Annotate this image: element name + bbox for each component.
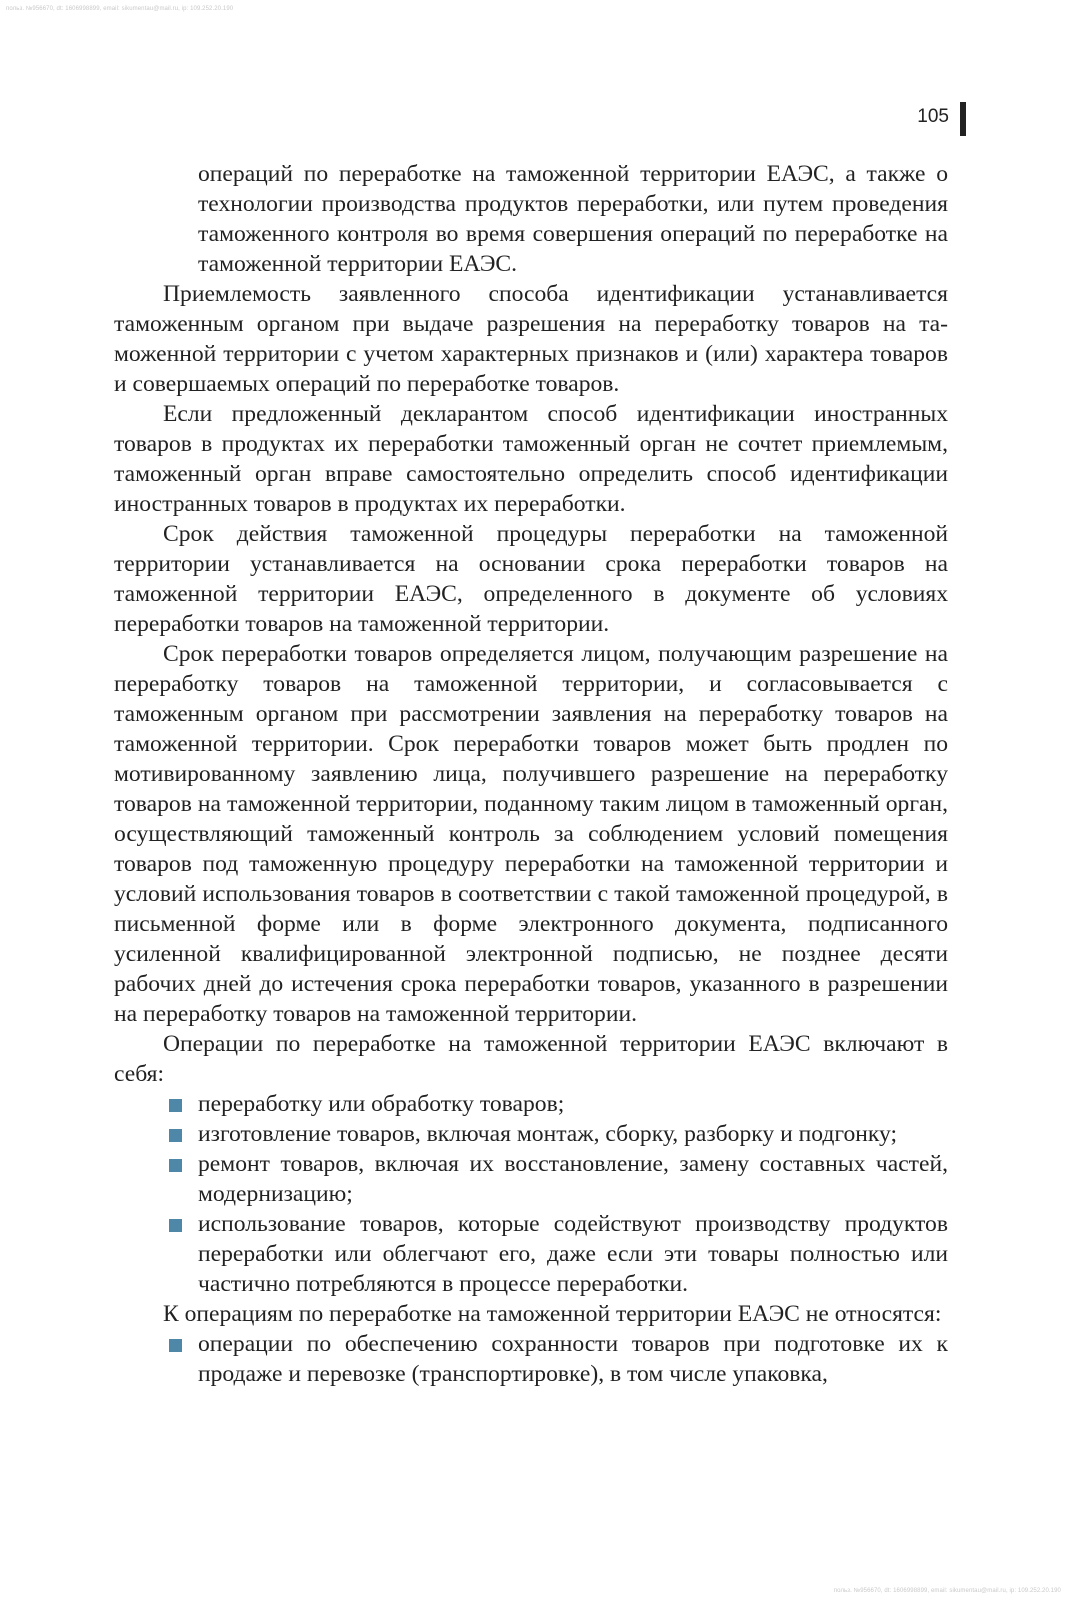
list-item-text: изготовление товаров, включая монтаж, сборку, разборку и подгонку; xyxy=(198,1121,898,1147)
paragraph-processing-term: Срок переработки товаров определяется лицом, получающим разрешение на переработку товаров на таможенной территории, и согласовывается с таможенным органом при рассмотрении заявления на переработку товаров на таможенной территории. Срок переработки товаров может быть продлен по мотивированному заявлению лица, получившего разрешение на переработку товаров на таможенной территории, поданному таким лицом в таможенный орган, осуществляющий таможенный контроль за соблюдением условий помещения товаров под таможенную процедуру переработки на таможенной территории и условий использования товаров в соответствии с такой таможенной процедурой, в письменной форме или в форме электронного документа, подписанного усиленной квалифицированной электронной подписью, не позднее десяти рабочих дней до истечения срока переработки товаров, указанного в разрешении на переработку товаров на таможенной территории. xyxy=(114,641,948,1027)
paragraph-acceptability: Приемлемость заявленного способа идентификации устанавливается таможенным органом при выдаче разрешения на переработку товаров на таможенной территории с учетом характерных признаков и (или) характера товаров и совершаемых операций по переработке товаров. xyxy=(114,281,948,397)
page-body xyxy=(114,159,948,1389)
page-number-bar xyxy=(960,102,966,136)
paragraph-operations-exclude: К операциям по переработке на таможенной территории ЕАЭС не относятся: xyxy=(163,1301,942,1327)
square-bullet-icon xyxy=(169,1099,182,1112)
list-item-text: ремонт товаров, включая их восстановление, замену составных частей, модернизацию; xyxy=(198,1151,948,1207)
paragraph-operations-include: Операции по переработке на таможенной территории ЕАЭС включают в себя: xyxy=(114,1031,948,1087)
square-bullet-icon xyxy=(169,1339,182,1352)
list-item xyxy=(114,1119,948,1149)
list-item xyxy=(114,1329,948,1389)
list-item xyxy=(114,1149,948,1209)
watermark-top: польз. №956670, dt: 1606998899, email: sikumentau@mail.ru, ip: 109.252.20.190 xyxy=(6,6,234,12)
square-bullet-icon xyxy=(169,1159,182,1172)
square-bullet-icon xyxy=(169,1219,182,1232)
square-bullet-icon xyxy=(169,1129,182,1142)
paragraph-procedure-term: Срок действия таможенной процедуры переработки на таможенной территории устанавливается на основании срока переработки товаров на таможенной территории ЕАЭС, определенного в документе об условиях переработки товаров на таможенной территории. xyxy=(114,521,948,637)
operations-list xyxy=(114,1089,948,1299)
list-item-text: операции по обеспечению сохранности товаров при подготовке их к продаже и перевозке (транспортировке), в том числе упаковка, xyxy=(198,1331,948,1387)
paragraph-continuation: операций по переработке на таможенной территории ЕАЭС, а также о технологии производства продуктов переработки, или путем проведения таможенного контроля во время совершения операций по переработке на таможенной территории ЕАЭС. xyxy=(198,161,948,277)
list-item xyxy=(114,1089,948,1119)
list-item-text: использование товаров, которые содействуют производству продуктов переработки или облегчают его, даже если эти товары полностью или частично потребляются в процессе переработки. xyxy=(198,1211,948,1297)
list-item-text: переработку или обработку товаров; xyxy=(198,1091,565,1117)
list-item xyxy=(114,1209,948,1299)
page-number: 105 xyxy=(917,106,949,127)
watermark-bottom: польз. №956670, dt: 1606998899, email: sikumentau@mail.ru, ip: 109.252.20.190 xyxy=(833,1588,1061,1594)
paragraph-identification: Если предложенный декларантом способ идентификации иностранных товаров в продуктах их переработки таможенный орган не сочтет приемлемым, таможенный орган вправе самостоятельно определить способ идентификации иностранных товаров в продуктах их переработки. xyxy=(114,401,948,517)
excluded-operations-list xyxy=(114,1329,948,1389)
